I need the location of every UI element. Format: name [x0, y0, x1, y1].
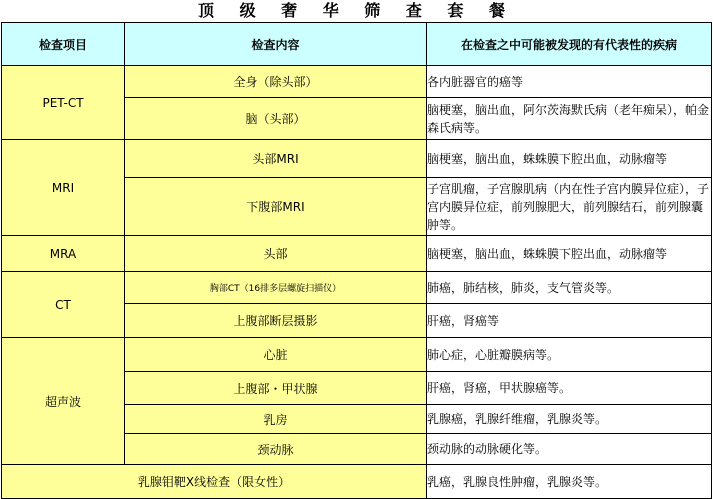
disease-cell: 各内脏器官的癌等: [427, 66, 712, 98]
page-title: 顶 级 奢 华 筛 查 套 餐: [198, 1, 515, 20]
disease-cell: 脑梗塞，脑出血，阿尔茨海默氏病（老年痴呆），帕金森氏病等。: [427, 98, 712, 140]
table-row: [2, 338, 712, 372]
table-row: [2, 465, 712, 499]
content-cell: 乳腺钼靶X线检查（限女性）: [2, 465, 427, 499]
content-cell: 全身（除头部）: [125, 66, 427, 98]
disease-cell: 子宫肌瘤，子宫腺肌病（内在性子宫内膜异位症），子宫内膜异位症，前列腺肥大，前列腺结石，前列腺囊肿等。: [427, 178, 712, 236]
header-content: 检查内容: [125, 23, 427, 66]
content-cell: 下腹部MRI: [125, 178, 427, 236]
disease-cell: 肝癌，肾癌，甲状腺癌等。: [427, 372, 712, 405]
disease-cell: 乳腺癌，乳腺纤维瘤，乳腺炎等。: [427, 405, 712, 434]
disease-cell: 乳癌，乳腺良性肿瘤，乳腺炎等。: [427, 465, 712, 499]
disease-cell: 肺心症，心脏瓣膜病等。: [427, 338, 712, 372]
content-cell: 上腹部断层摄影: [125, 304, 427, 338]
item-cell: MRA: [2, 236, 125, 272]
header-disease: 在检查之中可能被发现的有代表性的疾病: [427, 23, 712, 66]
header-row: [2, 23, 712, 66]
content-cell: 胸部CT（16排多层螺旋扫描仪）: [125, 272, 427, 304]
disease-cell: 脑梗塞，脑出血，蛛蛛膜下腔出血，动脉瘤等: [427, 140, 712, 178]
item-cell: 超声波: [2, 338, 125, 465]
table-row: [2, 236, 712, 272]
disease-cell: 脑梗塞，脑出血，蛛蛛膜下腔出血，动脉瘤等: [427, 236, 712, 272]
disease-cell: 颈动脉的动脉硬化等。: [427, 434, 712, 465]
content-cell: 颈动脉: [125, 434, 427, 465]
content-cell: 上腹部・甲状腺: [125, 372, 427, 405]
content-cell: 心脏: [125, 338, 427, 372]
content-cell: 脑（头部）: [125, 98, 427, 140]
content-cell: 头部MRI: [125, 140, 427, 178]
item-cell: CT: [2, 272, 125, 338]
screening-table: [1, 22, 712, 499]
table-row: [2, 140, 712, 178]
header-item: 检查项目: [2, 23, 125, 66]
table-row: [2, 272, 712, 304]
content-cell: 头部: [125, 236, 427, 272]
item-cell: MRI: [2, 140, 125, 236]
content-cell: 乳房: [125, 405, 427, 434]
item-cell: PET-CT: [2, 66, 125, 140]
table-row: [2, 66, 712, 98]
disease-cell: 肺癌，肺结核，肺炎，支气管炎等。: [427, 272, 712, 304]
disease-cell: 肝癌，肾癌等: [427, 304, 712, 338]
